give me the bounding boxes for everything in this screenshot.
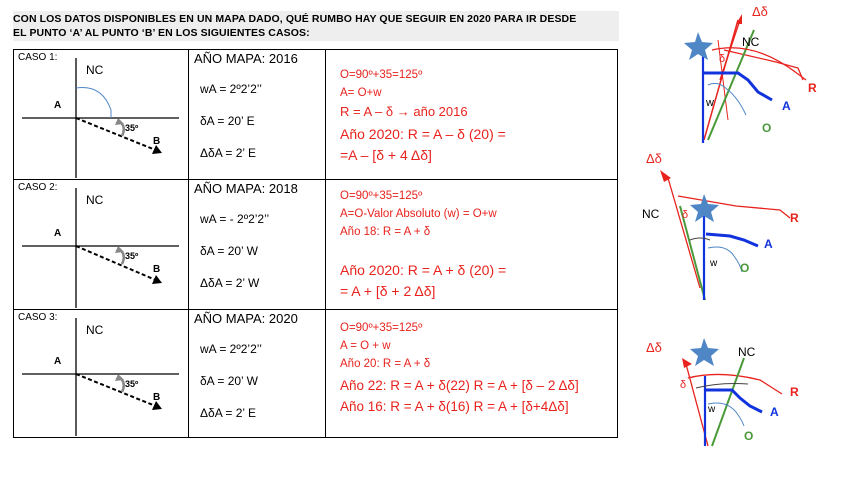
case-1-map-year: AÑO MAPA: 2016 xyxy=(194,51,298,66)
case-3-calc xyxy=(326,310,618,438)
case-3-nc: NC xyxy=(86,323,104,337)
figure-2-r: R xyxy=(790,211,799,225)
case-3-label: CASO 3: xyxy=(18,312,58,323)
case-1-calc-line-1: O=90º+35=125º xyxy=(340,69,423,81)
figure-3-o: O xyxy=(744,429,754,443)
figure-1-delta: δ xyxy=(719,53,726,65)
figure-3-delta-delta: Δδ xyxy=(646,340,662,355)
case-1-calc-line-4: Año 2020: R = A – δ (20) = xyxy=(340,126,506,142)
case-2-data xyxy=(189,180,326,310)
case-1-angle: 35º xyxy=(125,123,139,133)
case-3-diagram xyxy=(14,310,189,438)
case-1-label: CASO 1: xyxy=(18,52,58,63)
figure-1-o: O xyxy=(762,121,772,135)
case-2-diagram xyxy=(14,180,189,310)
case-row-3 xyxy=(14,310,618,438)
title-line-2: EL PUNTO ‘A’ AL PUNTO ‘B’ EN LOS SIGUIENTES CASOS: xyxy=(13,27,310,39)
figure-3-w: w xyxy=(708,404,716,415)
case-2-point-b: B xyxy=(153,264,161,275)
case-1-da: δA = 20’ E xyxy=(200,114,255,128)
case-1-calc-line-2: A= O+w xyxy=(340,87,382,99)
case-1-data xyxy=(189,50,326,180)
case-2-label: CASO 2: xyxy=(18,182,58,193)
figure-2-o: O xyxy=(740,261,750,275)
title-line-1: CON LOS DATOS DISPONIBLES EN UN MAPA DADO, QUÉ RUMBO HAY QUE SEGUIR EN 2020 PARA IR DESDE xyxy=(13,13,577,25)
figure-1-nc: NC xyxy=(742,35,760,49)
case-1-dda: ΔδA = 2’ E xyxy=(200,146,256,160)
case-1-wa: wA = 2º2’2’’ xyxy=(200,82,262,96)
case-2-point-a: A xyxy=(54,228,62,239)
case-2-calc-line-2: A=O-Valor Absoluto (w) = O+w xyxy=(340,208,497,220)
case-2-wa: wA = - 2º2’2’’ xyxy=(200,212,270,226)
title-bar xyxy=(13,11,619,41)
case-row-2 xyxy=(14,180,618,310)
case-2-map-year: AÑO MAPA: 2018 xyxy=(194,181,298,196)
figure-3 xyxy=(640,318,840,458)
case-row-1 xyxy=(14,50,618,180)
case-2-da: δA = 20’ W xyxy=(200,244,258,258)
figure-2-w: w xyxy=(710,258,718,269)
case-1-calc-line-5: =A – [δ + 4 Δδ] xyxy=(340,147,432,163)
figure-1-w: w xyxy=(706,97,714,109)
case-1-calc xyxy=(326,50,618,180)
case-3-point-a: A xyxy=(54,356,62,367)
case-1-point-b: B xyxy=(153,136,161,147)
case-3-map-year: AÑO MAPA: 2020 xyxy=(194,311,298,326)
case-3-calc-line-2: A = O + w xyxy=(340,340,391,352)
case-2-angle: 35º xyxy=(125,251,139,261)
case-3-point-b: B xyxy=(153,392,161,403)
figure-2 xyxy=(630,148,830,308)
figure-2-a: A xyxy=(764,237,773,251)
case-1-nc: NC xyxy=(86,63,104,77)
case-3-calc-line-1: O=90º+35=125º xyxy=(340,322,423,334)
cases-table xyxy=(13,49,618,438)
case-3-angle: 35º xyxy=(125,379,139,389)
figure-3-r: R xyxy=(790,385,799,399)
case-3-data xyxy=(189,310,326,438)
case-3-calc-line-5: Año 16: R = A + δ(16) R = A + [δ+4Δδ] xyxy=(340,399,569,414)
figure-1-a: A xyxy=(782,99,791,113)
case-2-calc xyxy=(326,180,618,310)
case-3-wa: wA = 2º2’2’’ xyxy=(200,342,262,356)
figure-2-delta-delta: Δδ xyxy=(646,151,662,166)
figure-3-a: A xyxy=(770,405,779,419)
case-2-calc-line-1: O=90º+35=125º xyxy=(340,190,423,202)
case-2-dda: ΔδA = 2’ W xyxy=(200,276,260,290)
case-2-nc: NC xyxy=(86,193,104,207)
figure-1 xyxy=(648,0,848,150)
figure-1-r: R xyxy=(808,81,817,95)
figure-2-nc: NC xyxy=(642,207,660,221)
case-1-diagram xyxy=(14,50,189,180)
case-1-calc-line-3: R = A – δ → año 2016 xyxy=(340,104,468,119)
case-3-da: δA = 20’ W xyxy=(200,374,258,388)
figure-2-delta: δ xyxy=(682,209,689,221)
case-2-calc-line-3: Año 18: R = A + δ xyxy=(340,226,431,238)
case-1-point-a: A xyxy=(54,100,62,111)
case-3-calc-line-3: Año 20: R = A + δ xyxy=(340,358,431,370)
case-3-dda: ΔδA = 2’ E xyxy=(200,406,256,420)
figure-3-delta: δ xyxy=(680,379,687,391)
case-3-calc-line-4: Año 22: R = A + δ(22) R = A + [δ – 2 Δδ] xyxy=(340,378,579,393)
figure-1-delta-delta: Δδ xyxy=(752,4,768,19)
figure-3-nc: NC xyxy=(738,345,756,359)
case-2-calc-line-5: = A + [δ + 2 Δδ] xyxy=(340,283,436,299)
case-2-calc-line-4: Año 2020: R = A + δ (20) = xyxy=(340,262,507,278)
